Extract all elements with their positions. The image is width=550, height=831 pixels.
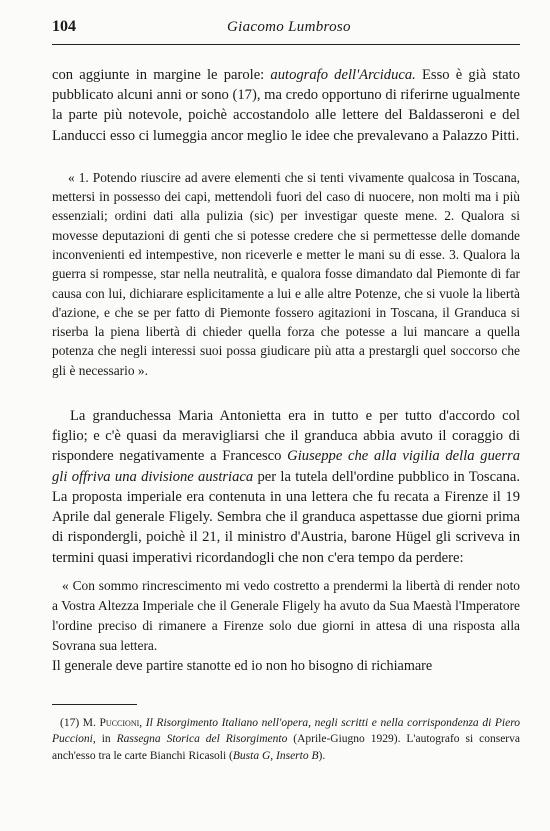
paragraph-1-text-b: Esso è già stato pubblicato alcuni anni or sono (17), ma credo opportuno di riferirne ugualmente la parte più notevole, poichè accostandolo alle lettere del Baldasseroni e del Landucci esso ci lumeggia ancor meglio le idee che prevalevano a Palazzo Pitti. bbox=[52, 67, 520, 144]
paragraph-2-text-b: per la tutela dell'ordine pubblico in Toscana. La proposta imperiale era contenuta in una lettera che fu recata a Firenze il 19 Aprile dal generale Fligely. Sembra che il granduca aspettasse due giorni prima di rispondergli, poichè il 21, il ministro d'Austria, barone Hügel gli scriveva in termini quasi imperativi ricordandogli che non c'era tempo da perdere: bbox=[52, 468, 520, 566]
page-header bbox=[52, 18, 520, 40]
quotation-2 bbox=[52, 576, 520, 656]
paragraph-1 bbox=[52, 65, 520, 146]
footnote-sep-2: , in bbox=[92, 733, 117, 746]
paragraph-1-text-a: con aggiunte in margine le parole: bbox=[52, 67, 271, 83]
quotation-1-text: « 1. Potendo riuscire ad avere elementi che si tenti vivamente qualcosa in Toscana, mettersi in possesso dei capi, mettendoli fuori del caso di nuocere, non molti ma i più essenziali; ordini dati alla pulizia (sic) per investigar queste mene. 2. Qualora si movesse deputazioni di genti che si potesse credere che si permettesse delle domande inconvenienti ed intempestive, non riceverle e metter le mani su di esse. 3. Qualora la guerra si rompesse, star nella neutralità, e qualora fosse dimandato dal Piemonte di far causa con lui, dichiarare esplicitamente a lui e alle altre Potenze, che si vuole la libertà d'azione, e che se per fatto di Piemonte fossero agitazioni in Toscana, il Granduca si riserba la piena libertà di chieder quella forza che potesse a lui mancare a quella potenza che negli interessi suoi possa giudicare più atta a prestargli quel soccorso che gli è necessario ». bbox=[52, 169, 520, 378]
book-page bbox=[52, 18, 520, 776]
paragraph-2 bbox=[52, 406, 520, 568]
running-head: Giacomo Lumbroso bbox=[227, 19, 351, 35]
quotation-1 bbox=[52, 168, 520, 380]
footnote-17 bbox=[52, 715, 520, 765]
footnote-number: (17) M. bbox=[60, 716, 100, 729]
footnote-title: Il Risorgimento Italiano nell'opera, negli scritti e nella corrispondenza di Piero Puccioni bbox=[52, 716, 521, 746]
paragraph-2-text-a: La granduchessa Maria Antonietta era in tutto e per tutto d'accordo col figlio; e c'è quasi da meravigliarsi che il granduca abbia avuto il coraggio di rispondere negativamente a Francesco bbox=[52, 408, 520, 465]
footnote-journal: Rassegna Storica del Risorgimento bbox=[116, 733, 288, 746]
footnote-author: Puccioni bbox=[99, 716, 140, 729]
footnote-sep-1: , bbox=[139, 716, 146, 729]
paragraph-3 bbox=[52, 656, 520, 676]
header-rule bbox=[52, 44, 520, 45]
page-number: 104 bbox=[52, 18, 76, 35]
paragraph-2-italic: Giuseppe che alla vigilia della guerra gli offriva una divisione austriaca bbox=[52, 448, 520, 485]
footnote-busta: Busta G, Inserto B bbox=[232, 749, 319, 762]
footnote-rest: (Aprile-Giugno 1929). L'autografo si conserva anch'esso tra le carte Bianchi Ricasoli ( bbox=[52, 733, 520, 762]
paragraph-3-text: Il generale deve partire stanotte ed io non ho bisogno di richiamare bbox=[52, 657, 433, 674]
footnote-end: ). bbox=[318, 749, 326, 762]
footnote-rule bbox=[52, 704, 137, 705]
paragraph-1-italic: autografo dell'Arciduca. bbox=[270, 67, 416, 83]
quotation-2-text: « Con sommo rincrescimento mi vedo costretto a prendermi la libertà di render noto a Vostra Altezza Imperiale che il Generale Fligely ha avuto da Sua Maestà l'Imperatore l'ordine preciso di rimanere a Firenze solo due giorni in attesa di una risposta alla Sovrana sua lettera. bbox=[52, 577, 520, 653]
